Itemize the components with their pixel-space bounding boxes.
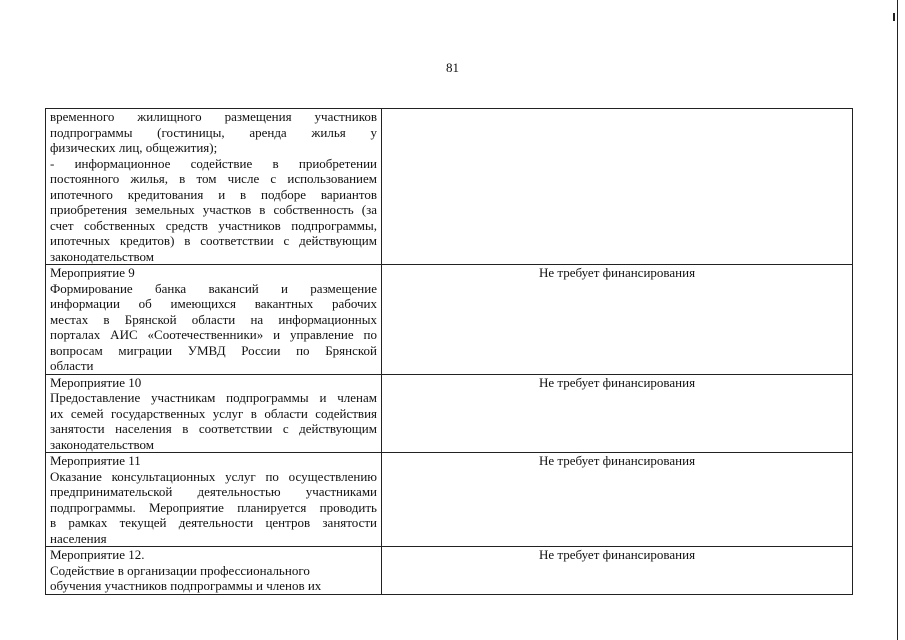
text-line: порталах АИС «Соотечественники» и управление по [50,327,377,342]
text-line: местах в Брянской области на информационных [50,311,377,327]
text-line: Содействие в организации профессионального [50,562,310,578]
financing-cell: Не требует финансирования [382,453,853,547]
text-line: законодательством [50,248,155,264]
activity-title: Мероприятие 12. [50,547,145,562]
text-line: счет собственных средств участников подпрограммы, [50,217,377,233]
text-line: ипотечных кредитов) в соответствии с действующим [50,233,377,248]
text-line: вопросам миграции УМВД России по Брянской [50,342,377,358]
financing-cell: Не требует финансирования [382,374,853,453]
financing-cell [382,109,853,265]
text-line: обучения участников подпрограммы и членов их [50,578,322,593]
text-line: населения [50,530,107,546]
activity-description-cell [46,374,382,453]
text-line: Предоставление участникам подпрограммы и членам [50,390,377,405]
table-row [46,453,853,547]
text-line: подпрограммы (гостиницы, аренда жилья у [50,124,377,140]
activity-description-cell [46,265,382,375]
table-row [46,265,853,375]
activity-description-cell [46,109,382,265]
text-line: приобретения земельных участков в собственность (за [50,202,377,217]
activity-title: Мероприятие 11 [50,453,141,468]
financing-cell: Не требует финансирования [382,547,853,595]
text-line: законодательством [50,436,155,452]
text-line: временного жилищного размещения участников [50,109,377,124]
table-row [46,374,853,453]
page-edge-line [897,0,898,640]
activity-title: Мероприятие 10 [50,374,142,390]
activity-description-cell [46,547,382,595]
text-line: физических лиц, общежития); [50,140,218,155]
text-line: в рамках текущей деятельности центров занятости [50,515,377,530]
text-line: занятости населения в соответствии с действующим [50,421,377,436]
text-line: предпринимательской деятельностью участниками [50,484,377,499]
text-line: ипотечного кредитования и в подборе вариантов [50,186,377,202]
activity-title: Мероприятие 9 [50,265,135,280]
text-line: постоянного жилья, в том числе с использованием [50,171,377,186]
text-line: Оказание консультационных услуг по осуществлению [50,468,377,484]
text-line: информации об имеющихся вакантных рабочих [50,296,377,311]
page-edge-mark [893,13,895,21]
text-line: Формирование банка вакансий и размещение [50,280,377,296]
text-line: их семей государственных услуг в области содействия [50,405,377,421]
table-row [46,547,853,595]
table-row [46,109,853,265]
page-number: 81 [446,60,459,75]
text-line: области [50,358,94,373]
activity-description-cell [46,453,382,547]
text-line: - информационное содействие в приобретении [50,155,377,171]
financing-cell: Не требует финансирования [382,265,853,375]
activities-table [45,108,853,595]
text-line: подпрограммы. Мероприятие планируется проводить [50,499,377,515]
